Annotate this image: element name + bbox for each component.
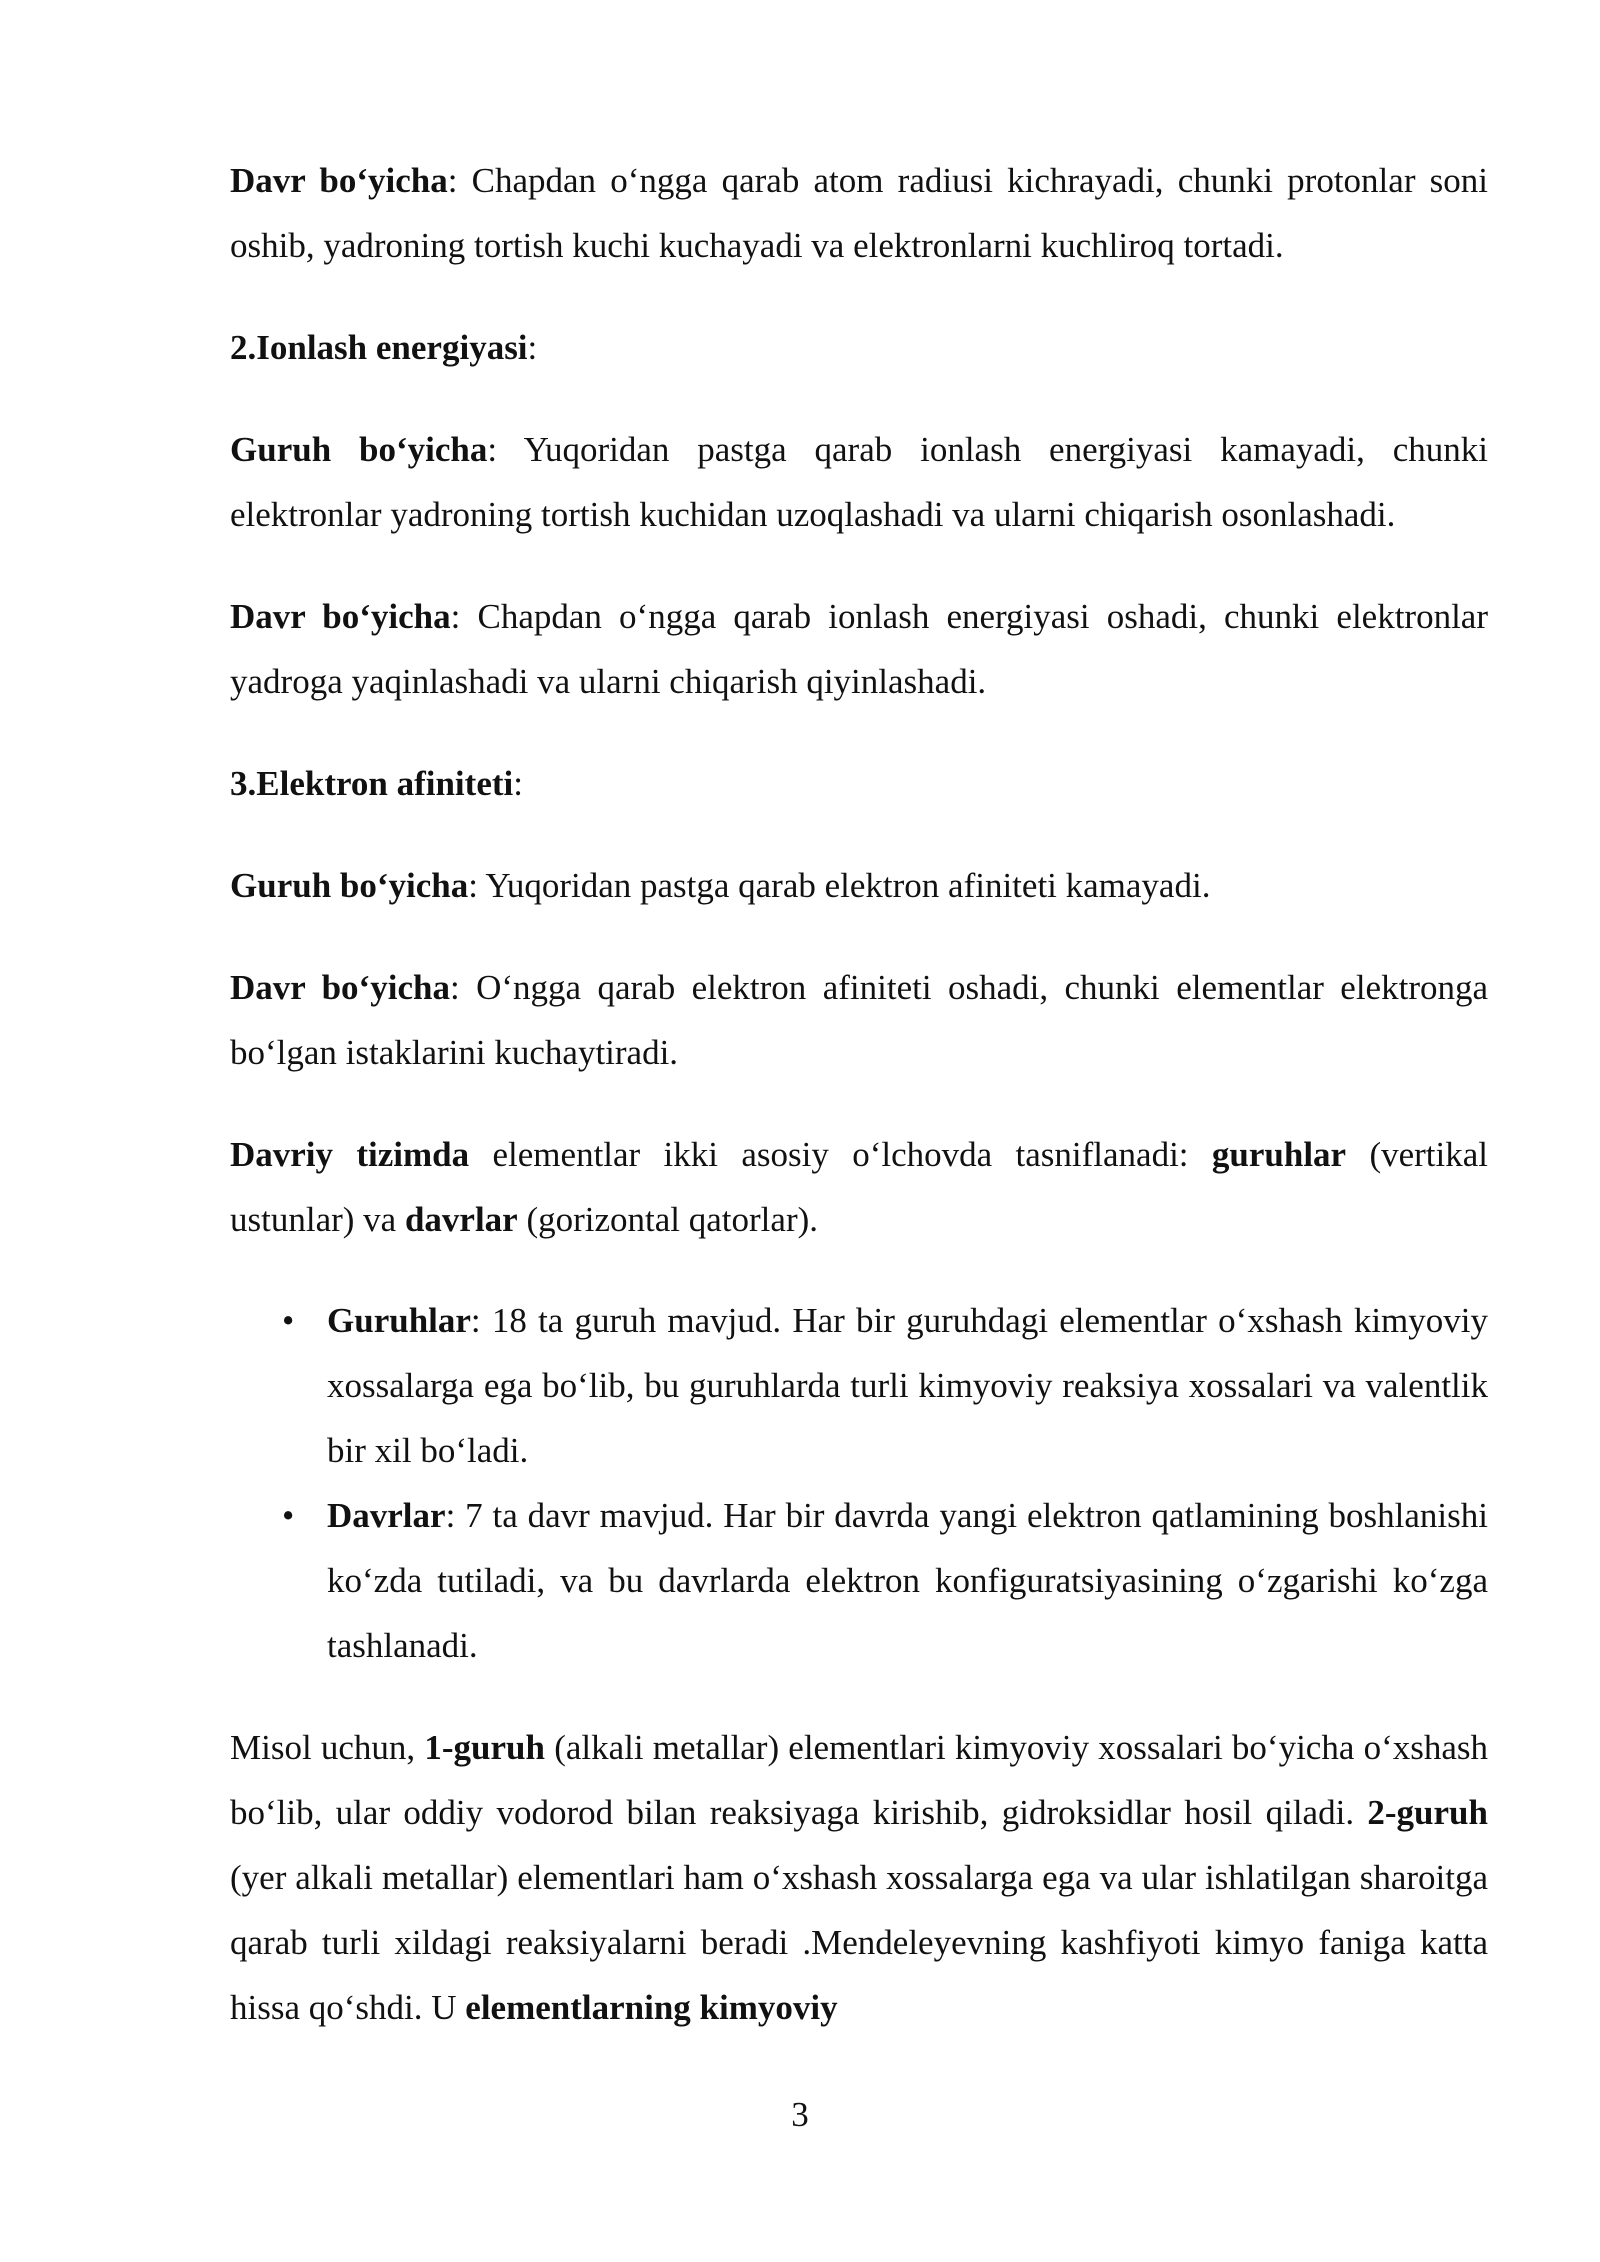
paragraph-text: : Chapdan o‘ngga qarab ionlash energiyasi oshadi, chunki elektronlar yadroga yaqinlashadi va ularni chiqarish qiyinlashadi. bbox=[230, 597, 1488, 701]
paragraph-periodic-system bbox=[230, 1122, 1488, 1252]
page-number: 3 bbox=[791, 2095, 809, 2134]
document-page bbox=[230, 148, 1488, 2040]
paragraph-text: Misol uchun, bbox=[230, 1728, 425, 1767]
paragraph-period-ionization bbox=[230, 584, 1488, 714]
bold-term: davrlar bbox=[404, 1200, 518, 1239]
list-item-text: : 7 ta davr mavjud. Har bir davrda yangi elektron qatlamining boshlanishi ko‘zda tutiladi, va bu davrlarda elektron konfiguratsiyasining o‘zgarishi ko‘zga tashlanadi. bbox=[327, 1496, 1488, 1665]
bold-term: Guruh bo‘yicha bbox=[230, 866, 469, 905]
list-item-text: : 18 ta guruh mavjud. Har bir guruhdagi elementlar o‘xshash kimyoviy xossalarga ega bo‘lib, bu guruhlarda turli kimyoviy reaksiya xossalari va valentlik bir xil bo‘ladi. bbox=[327, 1301, 1488, 1470]
heading-text: 2.Ionlash energiyasi bbox=[230, 328, 528, 367]
heading-colon: : bbox=[513, 764, 523, 803]
paragraph-text: (vertikal ustunlar) va bbox=[230, 1135, 1489, 1239]
paragraph-example bbox=[230, 1715, 1488, 2040]
section-heading-electron-affinity bbox=[230, 751, 1488, 816]
paragraph-text: (gorizontal qatorlar). bbox=[517, 1200, 819, 1239]
paragraph-text: (yer alkali metallar) elementlari ham o‘xshash xossalarga ega va ular ishlatilgan sharoitga qarab turli xildagi reaksiyalarni beradi .Mendeleyevning kashfiyoti kimyo faniga katta hissa qo‘shdi. U bbox=[230, 1858, 1488, 2027]
bold-term: 2-guruh bbox=[1367, 1793, 1488, 1832]
paragraph-text: : O‘ngga qarab elektron afiniteti oshadi, chunki elementlar elektronga bo‘lgan istaklarini kuchaytiradi. bbox=[230, 968, 1489, 1072]
bold-term: Davr bo‘yicha bbox=[230, 968, 450, 1007]
bold-term: 1-guruh bbox=[424, 1728, 545, 1767]
bold-term: Davr bo‘yicha bbox=[230, 597, 451, 636]
bold-term: elementlarning kimyoviy bbox=[465, 1988, 838, 2027]
bold-term: Davriy tizimda bbox=[230, 1135, 470, 1174]
paragraph-text: : Yuqoridan pastga qarab ionlash energiyasi kamayadi, chunki elektronlar yadroning tortish kuchidan uzoqlashadi va ularni chiqarish osonlashadi. bbox=[230, 430, 1488, 534]
bullet-marker: • bbox=[282, 1301, 295, 1340]
heading-colon: : bbox=[527, 328, 538, 367]
paragraph-group-ionization bbox=[230, 417, 1488, 547]
bold-term: Davrlar bbox=[327, 1496, 446, 1535]
bullet-marker: • bbox=[282, 1496, 295, 1535]
bold-term: guruhlar bbox=[1211, 1135, 1347, 1174]
paragraph-group-affinity bbox=[230, 853, 1488, 918]
paragraph-text: : Chapdan o‘ngga qarab atom radiusi kichrayadi, chunki protonlar soni oshib, yadroning tortish kuchi kuchayadi va elektronlarni kuchliroq tortadi. bbox=[230, 161, 1488, 265]
bullet-list bbox=[230, 1288, 1488, 1678]
bold-term: Guruhlar bbox=[327, 1301, 471, 1340]
bold-term: Guruh bo‘yicha bbox=[230, 430, 488, 469]
section-heading-ionization-energy bbox=[230, 315, 1488, 380]
list-item bbox=[230, 1483, 1488, 1678]
list-item bbox=[230, 1288, 1488, 1483]
paragraph-text: (alkali metallar) elementlari kimyoviy xossalari bo‘yicha o‘xshash bo‘lib, ular oddiy vodorod bilan reaksiyaga kirishib, gidroksidlar hosil qiladi. bbox=[230, 1728, 1488, 1832]
paragraph-text: elementlar ikki asosiy o‘lchovda tasniflanadi: bbox=[469, 1135, 1212, 1174]
bold-term: Davr bo‘yicha bbox=[230, 161, 448, 200]
heading-text: 3.Elektron afiniteti bbox=[230, 764, 514, 803]
paragraph-period-affinity bbox=[230, 955, 1488, 1085]
paragraph-period-atomic-radius bbox=[230, 148, 1488, 278]
paragraph-text: : Yuqoridan pastga qarab elektron afiniteti kamayadi. bbox=[468, 866, 1211, 905]
